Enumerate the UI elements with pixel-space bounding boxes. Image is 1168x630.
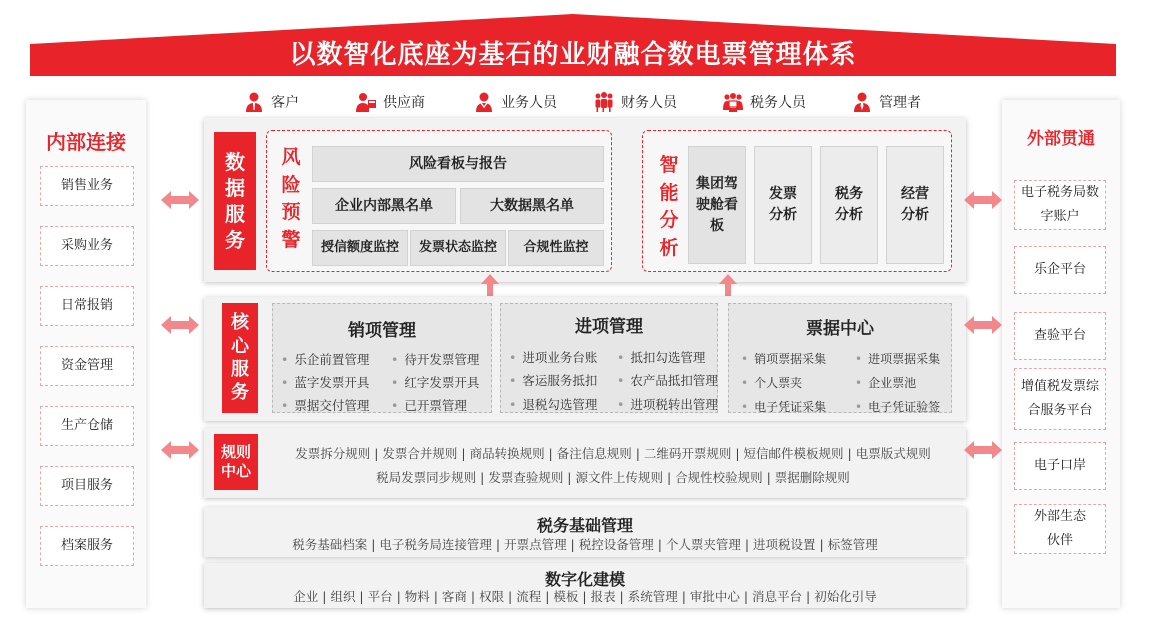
business-staff-icon xyxy=(473,91,495,113)
bigdata-blacklist: 大数据黑名单 xyxy=(460,188,604,224)
purchase-management xyxy=(500,303,718,413)
double-arrow-icon xyxy=(964,191,1002,209)
role-label: 业务人员 xyxy=(501,95,557,111)
external-item-leqi: 乐企平台 xyxy=(1014,246,1106,294)
customer-icon xyxy=(243,91,265,113)
credit-limit-monitor: 授信额度监控 xyxy=(312,230,408,266)
internal-item-warehouse: 生产仓储 xyxy=(40,406,134,446)
bill-center-item: • 电子凭证验签 xyxy=(855,398,940,415)
internal-item-reimbursement: 日常报销 xyxy=(40,286,134,326)
bill-center-item: • 电子凭证采集 xyxy=(741,398,826,415)
purchase-item: • 抵扣勾选管理 xyxy=(617,348,705,366)
rule-list-line1: 发票拆分规则 | 发票合并规则 | 商品转换规则 | 备注信息规则 | 二维码开票规则 | 短信邮件模板规则 | 电票版式规则 xyxy=(295,446,931,461)
double-arrow-icon xyxy=(161,191,199,209)
purchase-item: • 退税勾选管理 xyxy=(509,395,597,413)
purchase-item: • 进项业务台账 xyxy=(509,348,597,366)
internal-item-archive: 档案服务 xyxy=(40,526,134,566)
external-item-vat-service: 增值税发票综合服务平台 xyxy=(1014,368,1106,430)
up-arrow-icon xyxy=(719,274,737,296)
role-label: 财务人员 xyxy=(621,95,677,111)
role-supplier xyxy=(355,90,425,114)
title-banner xyxy=(30,14,1116,76)
role-business-staff xyxy=(473,90,557,114)
bill-center xyxy=(728,303,952,413)
internal-item-funds: 资金管理 xyxy=(40,346,134,386)
sales-item: • 票据交付管理 xyxy=(281,396,369,414)
external-item-eport: 电子口岸 xyxy=(1014,442,1106,490)
external-title: 外部贯通 xyxy=(1027,129,1095,149)
digital-modeling-items: 企业 | 组织 | 平台 | 物料 | 客商 | 权限 | 流程 | 模板 | 报表 | 系统管理 | 审批中心 | 消息平台 | 初始化引导 xyxy=(293,589,877,604)
rule-list-line2: 税局发票同步规则 | 发票查验规则 | 源文件上传规则 | 合规性校验规则 | 票据删除规则 xyxy=(376,470,850,485)
role-manager xyxy=(851,90,921,114)
finance-staff-icon xyxy=(593,91,615,113)
tax-base-items: 税务基础档案 | 电子税务局连接管理 | 开票点管理 | 税控设备管理 | 个人票夹管理 | 进项税设置 | 标签管理 xyxy=(292,537,878,552)
purchase-item: • 客运服务抵扣 xyxy=(509,371,597,389)
tax-staff-icon xyxy=(722,91,744,113)
bill-center-title: 票据中心 xyxy=(806,319,874,339)
role-customer xyxy=(243,90,299,114)
risk-board: 风险看板与报告 xyxy=(312,146,604,182)
internal-item-purchase: 采购业务 xyxy=(40,226,134,266)
page-title: 以数智化底座为基石的业财融合数电票管理体系 xyxy=(289,40,857,70)
digital-modeling-panel xyxy=(204,563,966,608)
purchase-title: 进项管理 xyxy=(575,317,643,337)
invoice-status-monitor: 发票状态监控 xyxy=(410,230,506,266)
internal-title: 内部连接 xyxy=(46,130,126,154)
internal-item-sales: 销售业务 xyxy=(40,166,134,206)
core-service-tag xyxy=(222,303,258,413)
sales-item: • 蓝字发票开具 xyxy=(281,373,369,391)
data-service-label: 数据服务 xyxy=(225,150,245,252)
sales-item: • 已开票管理 xyxy=(391,396,467,414)
core-service-panel xyxy=(204,297,966,421)
data-service-tag xyxy=(214,132,256,270)
role-finance-staff xyxy=(593,90,677,114)
data-service-panel xyxy=(204,118,966,282)
supplier-icon xyxy=(355,91,377,113)
role-label: 供应商 xyxy=(383,95,425,111)
manager-icon xyxy=(851,91,873,113)
tax-base-title: 税务基础管理 xyxy=(536,516,633,535)
group-cockpit-board: 集团驾驶舱看板 xyxy=(688,146,746,264)
sales-item: • 待开发票管理 xyxy=(391,350,479,368)
tax-base-panel xyxy=(204,507,966,557)
external-item-verify: 查验平台 xyxy=(1014,312,1106,360)
risk-warning-label: 风险预警 xyxy=(281,146,301,251)
smart-analysis-label: 智能分析 xyxy=(659,154,679,259)
role-label: 客户 xyxy=(271,95,299,111)
sales-item: • 乐企前置管理 xyxy=(281,350,369,368)
invoice-analysis: 发票分析 xyxy=(754,146,812,264)
purchase-item: • 进项税转出管理 xyxy=(617,395,718,413)
internal-connection-panel xyxy=(26,100,146,608)
rule-center-tag xyxy=(214,434,258,490)
role-label: 税务人员 xyxy=(750,95,806,111)
tax-analysis: 税务分析 xyxy=(820,146,878,264)
rule-center-label: 规则中心 xyxy=(220,442,251,480)
role-label: 管理者 xyxy=(879,95,921,111)
bill-center-item: • 企业票池 xyxy=(855,374,916,391)
double-arrow-icon xyxy=(161,441,199,459)
sales-item: • 红字发票开具 xyxy=(391,373,479,391)
external-item-ecosystem: 外部生态伙伴 xyxy=(1014,504,1106,554)
role-tax-staff xyxy=(722,90,806,114)
bill-center-item: • 个人票夹 xyxy=(741,374,802,391)
external-item-etax-account: 电子税务局数字账户 xyxy=(1014,180,1106,230)
compliance-monitor: 合规性监控 xyxy=(508,230,604,266)
sales-management xyxy=(272,303,492,413)
double-arrow-icon xyxy=(161,316,199,334)
operation-analysis: 经营分析 xyxy=(886,146,944,264)
digital-modeling-title: 数字化建模 xyxy=(544,570,625,589)
core-service-label: 核心服务 xyxy=(231,312,249,404)
internal-blacklist: 企业内部黑名单 xyxy=(312,188,456,224)
sales-title: 销项管理 xyxy=(348,321,416,341)
external-connection-panel xyxy=(1002,100,1120,608)
rule-center-panel xyxy=(204,428,966,498)
purchase-item: • 农产品抵扣管理 xyxy=(617,371,718,389)
bill-center-item: • 进项票据采集 xyxy=(855,350,940,367)
double-arrow-icon xyxy=(964,441,1002,459)
up-arrow-icon xyxy=(481,274,499,296)
double-arrow-icon xyxy=(964,316,1002,334)
internal-item-project: 项目服务 xyxy=(40,466,134,506)
bill-center-item: • 销项票据采集 xyxy=(741,350,826,367)
